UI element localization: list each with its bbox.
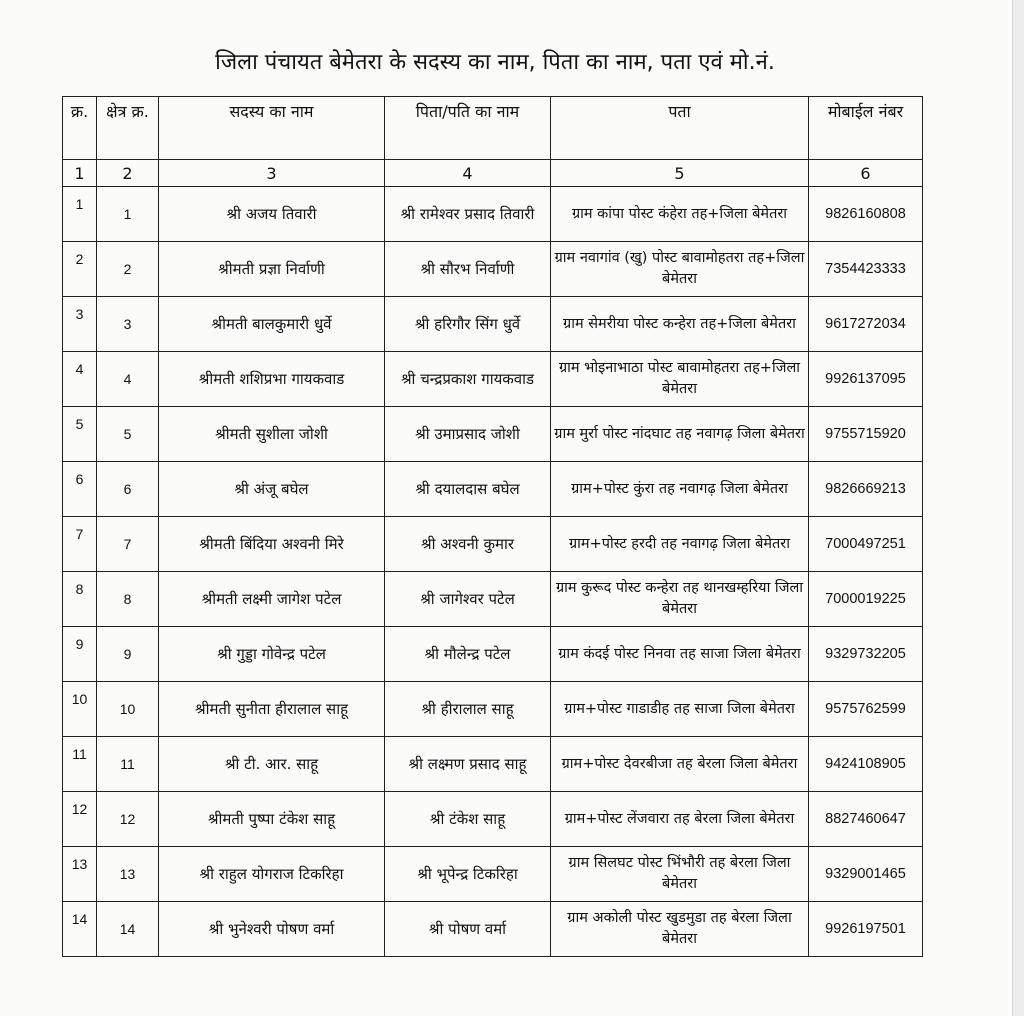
cell-member-name: श्रीमती प्रज्ञा निर्वाणी <box>159 242 385 297</box>
cell-kshetra: 1 <box>97 187 159 242</box>
cell-sno: 1 <box>63 187 97 242</box>
cell-father-name: श्री लक्ष्मण प्रसाद साहू <box>385 737 551 792</box>
cell-address: ग्राम+पोस्ट कुंरा तह नवागढ़ जिला बेमेतरा <box>551 462 809 517</box>
cell-sno: 2 <box>63 242 97 297</box>
cell-kshetra: 4 <box>97 352 159 407</box>
cell-member-name: श्री टी. आर. साहू <box>159 737 385 792</box>
members-table <box>62 96 923 957</box>
table-row <box>63 902 923 957</box>
header-father: पिता/पति का नाम <box>385 97 551 160</box>
cell-sno: 13 <box>63 847 97 902</box>
cell-address: ग्राम+पोस्ट देवरबीजा तह बेरला जिला बेमेतरा <box>551 737 809 792</box>
cell-sno: 12 <box>63 792 97 847</box>
column-number: 4 <box>385 160 551 187</box>
cell-father-name: श्री चन्द्रप्रकाश गायकवाड <box>385 352 551 407</box>
cell-mobile: 9329732205 <box>809 627 923 682</box>
cell-sno: 4 <box>63 352 97 407</box>
cell-mobile: 9926137095 <box>809 352 923 407</box>
cell-member-name: श्री भुनेश्वरी पोषण वर्मा <box>159 902 385 957</box>
cell-kshetra: 2 <box>97 242 159 297</box>
column-number: 3 <box>159 160 385 187</box>
cell-address: ग्राम+पोस्ट हरदी तह नवागढ़ जिला बेमेतरा <box>551 517 809 572</box>
cell-father-name: श्री उमाप्रसाद जोशी <box>385 407 551 462</box>
page-title: जिला पंचायत बेमेतरा के सदस्य का नाम, पिता का नाम, पता एवं मो.नं. <box>215 50 775 75</box>
cell-kshetra: 7 <box>97 517 159 572</box>
table-row <box>63 187 923 242</box>
cell-mobile: 7000019225 <box>809 572 923 627</box>
cell-sno: 8 <box>63 572 97 627</box>
table-row <box>63 737 923 792</box>
cell-sno: 14 <box>63 902 97 957</box>
cell-mobile: 9575762599 <box>809 682 923 737</box>
table-row <box>63 407 923 462</box>
cell-kshetra: 14 <box>97 902 159 957</box>
cell-father-name: श्री पोषण वर्मा <box>385 902 551 957</box>
cell-member-name: श्री अजय तिवारी <box>159 187 385 242</box>
cell-address: ग्राम कंदई पोस्ट निनवा तह साजा जिला बेमेतरा <box>551 627 809 682</box>
header-name: सदस्य का नाम <box>159 97 385 160</box>
cell-mobile: 9826160808 <box>809 187 923 242</box>
column-number: 2 <box>97 160 159 187</box>
cell-sno: 11 <box>63 737 97 792</box>
cell-member-name: श्रीमती सुनीता हीरालाल साहू <box>159 682 385 737</box>
cell-address: ग्राम कुरूद पोस्ट कन्हेरा तह थानखम्हरिया जिला बेमेतरा <box>551 572 809 627</box>
table-row <box>63 242 923 297</box>
cell-father-name: श्री दयालदास बघेल <box>385 462 551 517</box>
cell-kshetra: 5 <box>97 407 159 462</box>
cell-member-name: श्रीमती सुशीला जोशी <box>159 407 385 462</box>
header-mobile: मोबाईल नंबर <box>809 97 923 160</box>
table-row <box>63 517 923 572</box>
cell-father-name: श्री जागेश्वर पटेल <box>385 572 551 627</box>
column-number: 6 <box>809 160 923 187</box>
cell-member-name: श्रीमती लक्ष्मी जागेश पटेल <box>159 572 385 627</box>
cell-kshetra: 10 <box>97 682 159 737</box>
cell-mobile: 9329001465 <box>809 847 923 902</box>
cell-father-name: श्री मौलेन्द्र पटेल <box>385 627 551 682</box>
header-sno: क्र. <box>63 97 97 160</box>
table-row <box>63 847 923 902</box>
cell-sno: 9 <box>63 627 97 682</box>
cell-address: ग्राम+पोस्ट गाडाडीह तह साजा जिला बेमेतरा <box>551 682 809 737</box>
table-row <box>63 792 923 847</box>
table-row <box>63 297 923 352</box>
cell-mobile: 7354423333 <box>809 242 923 297</box>
table-row <box>63 462 923 517</box>
cell-mobile: 8827460647 <box>809 792 923 847</box>
cell-kshetra: 11 <box>97 737 159 792</box>
header-kshetra: क्षेत्र क्र. <box>97 97 159 160</box>
table-row <box>63 572 923 627</box>
cell-mobile: 9926197501 <box>809 902 923 957</box>
cell-father-name: श्री सौरभ निर्वाणी <box>385 242 551 297</box>
column-number: 1 <box>63 160 97 187</box>
cell-address: ग्राम कांपा पोस्ट कंहेरा तह+जिला बेमेतरा <box>551 187 809 242</box>
cell-mobile: 9617272034 <box>809 297 923 352</box>
cell-member-name: श्रीमती पुष्पा टंकेश साहू <box>159 792 385 847</box>
cell-mobile: 9826669213 <box>809 462 923 517</box>
cell-kshetra: 3 <box>97 297 159 352</box>
header-address: पता <box>551 97 809 160</box>
cell-address: ग्राम सेमरीया पोस्ट कन्हेरा तह+जिला बेमेतरा <box>551 297 809 352</box>
cell-mobile: 9755715920 <box>809 407 923 462</box>
cell-kshetra: 6 <box>97 462 159 517</box>
cell-father-name: श्री भूपेन्द्र टिकरिहा <box>385 847 551 902</box>
cell-father-name: श्री रामेश्वर प्रसाद तिवारी <box>385 187 551 242</box>
cell-kshetra: 9 <box>97 627 159 682</box>
cell-member-name: श्री राहुल योगराज टिकरिहा <box>159 847 385 902</box>
cell-address: ग्राम मुर्रा पोस्ट नांदघाट तह नवागढ़ जिला बेमेतरा <box>551 407 809 462</box>
cell-mobile: 7000497251 <box>809 517 923 572</box>
cell-member-name: श्री गुड्डा गोवेन्द्र पटेल <box>159 627 385 682</box>
cell-sno: 6 <box>63 462 97 517</box>
table-row <box>63 627 923 682</box>
cell-kshetra: 12 <box>97 792 159 847</box>
cell-member-name: श्रीमती बिंदिया अश्वनी मिरे <box>159 517 385 572</box>
table-row <box>63 352 923 407</box>
cell-sno: 3 <box>63 297 97 352</box>
cell-address: ग्राम सिलघट पोस्ट भिंभौरी तह बेरला जिला बेमेतरा <box>551 847 809 902</box>
cell-address: ग्राम नवागांव (खु) पोस्ट बावामोहतरा तह+जिला बेमेतरा <box>551 242 809 297</box>
cell-mobile: 9424108905 <box>809 737 923 792</box>
cell-father-name: श्री अश्वनी कुमार <box>385 517 551 572</box>
table-row <box>63 682 923 737</box>
cell-member-name: श्रीमती शशिप्रभा गायकवाड <box>159 352 385 407</box>
cell-father-name: श्री हरिगौर सिंग धुर्वे <box>385 297 551 352</box>
cell-sno: 10 <box>63 682 97 737</box>
cell-sno: 7 <box>63 517 97 572</box>
cell-member-name: श्री अंजू बघेल <box>159 462 385 517</box>
cell-address: ग्राम+पोस्ट लेंजवारा तह बेरला जिला बेमेतरा <box>551 792 809 847</box>
cell-address: ग्राम भोइनाभाठा पोस्ट बावामोहतरा तह+जिला बेमेतरा <box>551 352 809 407</box>
cell-father-name: श्री टंकेश साहू <box>385 792 551 847</box>
cell-kshetra: 13 <box>97 847 159 902</box>
cell-sno: 5 <box>63 407 97 462</box>
cell-address: ग्राम अकोली पोस्ट खुडमुडा तह बेरला जिला बेमेतरा <box>551 902 809 957</box>
column-number-row <box>63 160 923 187</box>
cell-member-name: श्रीमती बालकुमारी धुर्वे <box>159 297 385 352</box>
table-header-row <box>63 97 923 160</box>
cell-father-name: श्री हीरालाल साहू <box>385 682 551 737</box>
column-number: 5 <box>551 160 809 187</box>
cell-kshetra: 8 <box>97 572 159 627</box>
